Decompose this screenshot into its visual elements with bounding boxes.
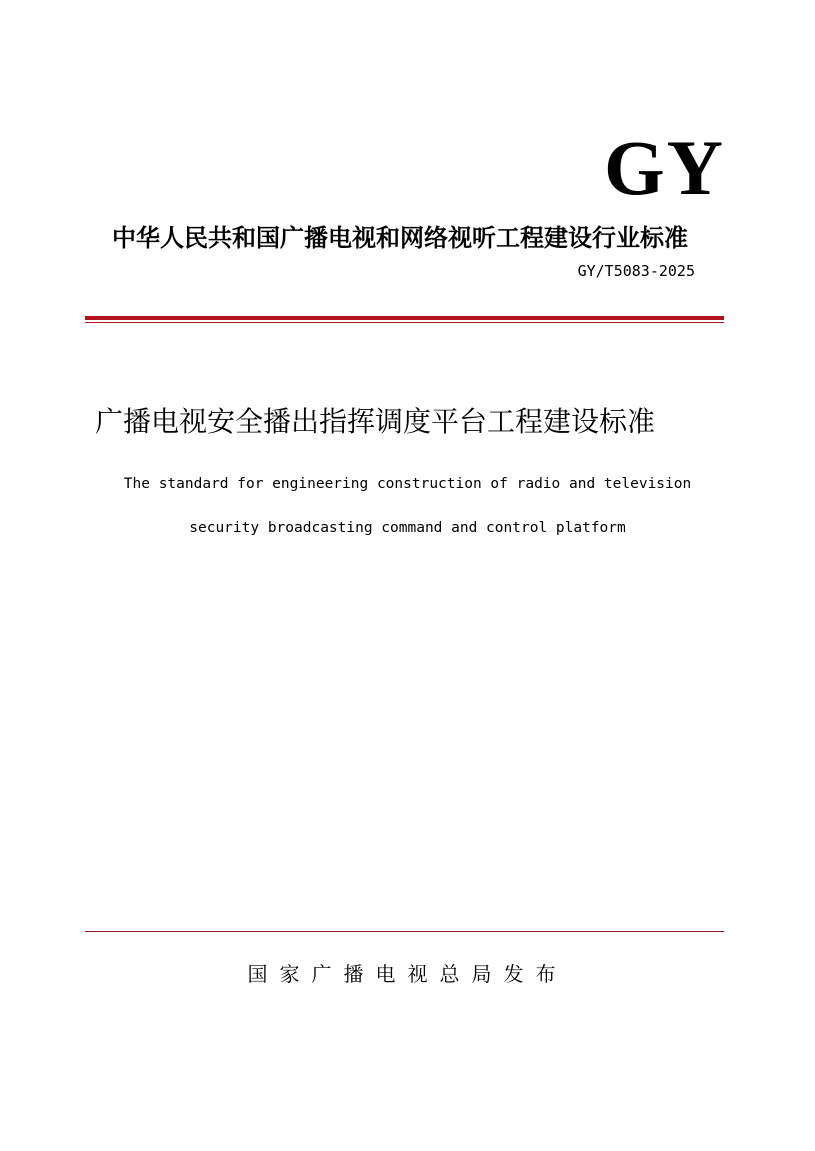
document-title-english bbox=[60, 462, 755, 550]
english-title-line-1: The standard for engineering construction of radio and television bbox=[123, 476, 692, 492]
standard-number: GY/T5083-2025 bbox=[577, 262, 695, 280]
gy-logo: GY bbox=[604, 124, 725, 211]
publisher: 国家广播电视总局发布 bbox=[247, 962, 568, 986]
footer-divider bbox=[85, 931, 724, 932]
standard-category: 中华人民共和国广播电视和网络视听工程建设行业标准 bbox=[112, 224, 688, 252]
english-title-line-2: security broadcasting command and control platform bbox=[189, 520, 626, 536]
header-divider-thick bbox=[85, 316, 724, 320]
header-divider-thin bbox=[85, 322, 724, 323]
document-title-chinese: 广播电视安全播出指挥调度平台工程建设标准 bbox=[95, 405, 656, 438]
